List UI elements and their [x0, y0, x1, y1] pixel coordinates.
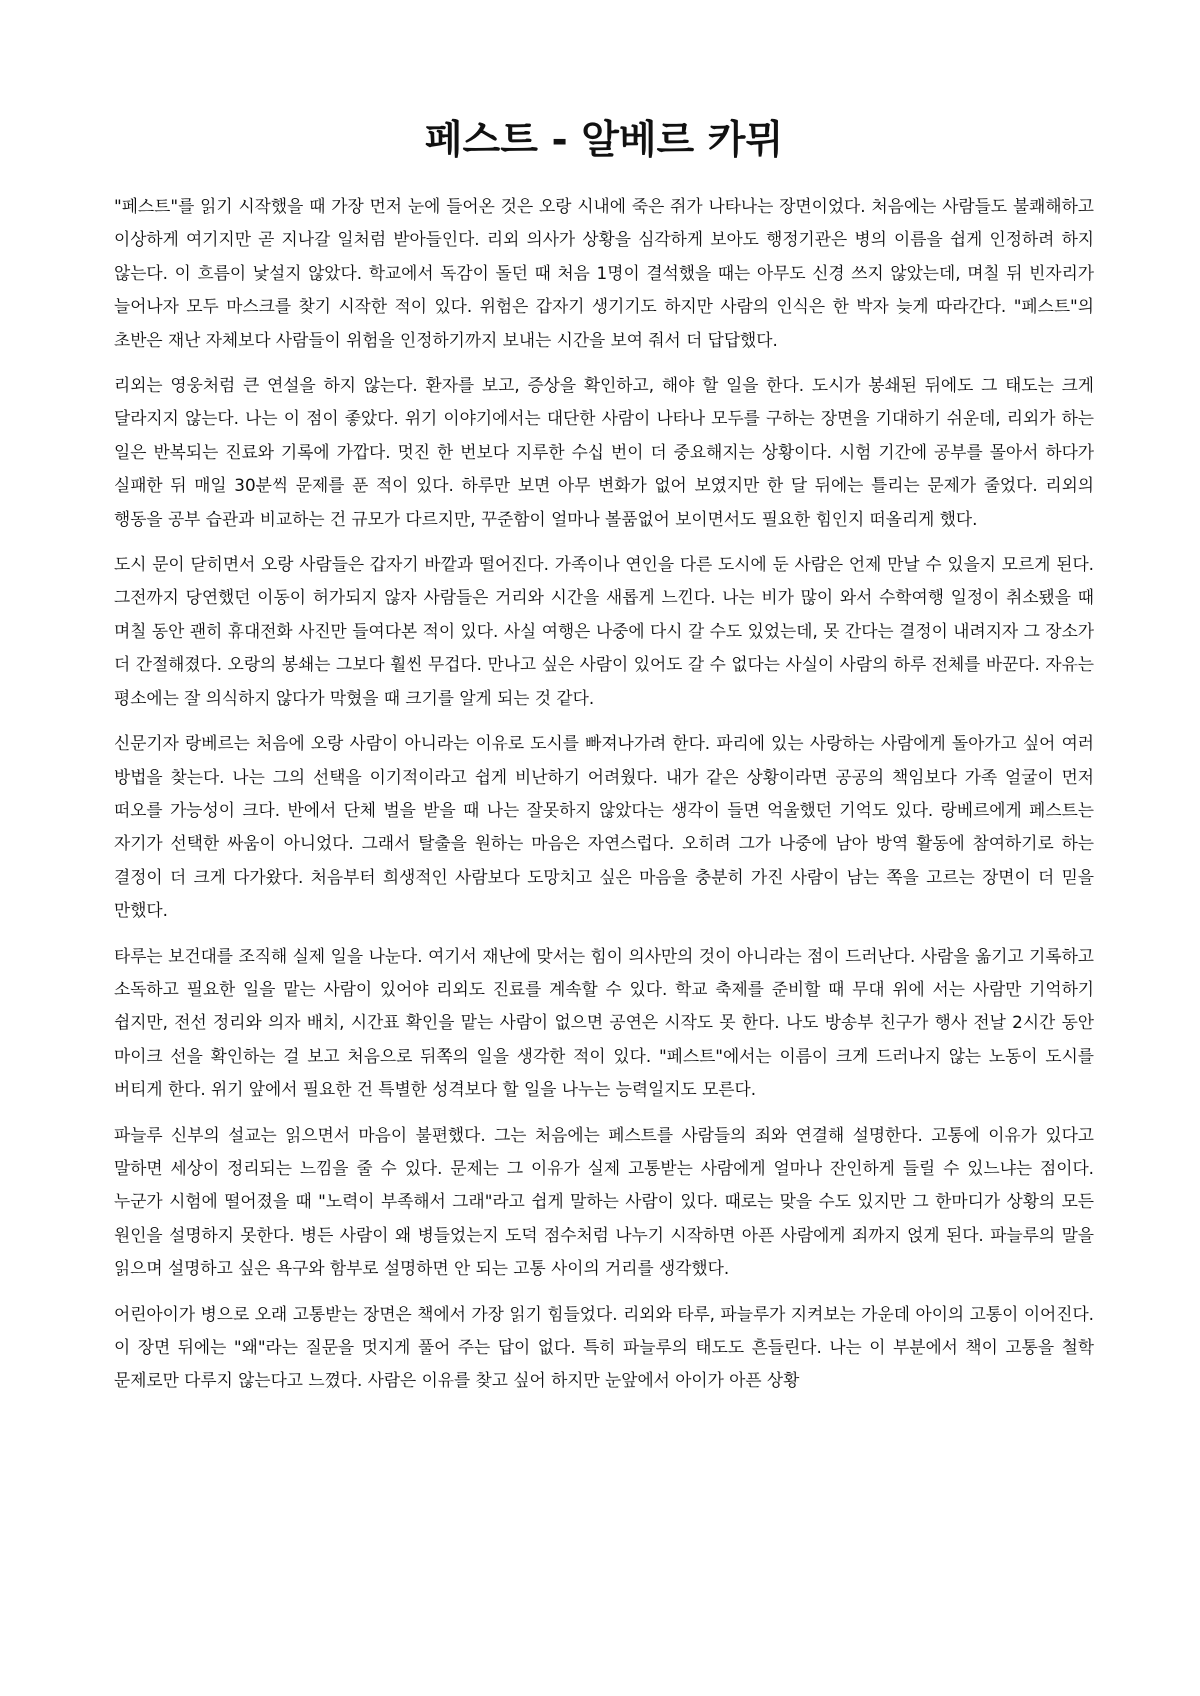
paragraph-1: "페스트"를 읽기 시작했을 때 가장 먼저 눈에 들어온 것은 오랑 시내에 죽은 쥐가 나타나는 장면이었다. 처음에는 사람들도 불쾌해하고 이상하게 여기지만 곧 지나갈 일처럼 받아들인다. 리외 의사가 상황을 심각하게 보아도 행정기관은 병의 이름을 쉽게 인정하려 하지 않는다. 이 흐름이 낯설지 않았다. 학교에서 독감이 돌던 때 처음 1명이 결석했을 때는 아무도 신경 쓰지 않았는데, 며칠 뒤 빈자리가 늘어나자 모두 마스크를 찾기 시작한 적이 있다. 위험은 갑자기 생기기도 하지만 사람의 인식은 한 박자 늦게 따라간다. "페스트"의 초반은 재난 자체보다 사람들이 위험을 인정하기까지 보내는 시간을 보여 줘서 더 답답했다. — [114, 196, 1094, 350]
paragraph-5: 타루는 보건대를 조직해 실제 일을 나눈다. 여기서 재난에 맞서는 힘이 의사만의 것이 아니라는 점이 드러난다. 사람을 옮기고 기록하고 소독하고 필요한 일을 맡는 사람이 있어야 리외도 진료를 계속할 수 있다. 학교 축제를 준비할 때 무대 위에 서는 사람만 기억하기 쉽지만, 전선 정리와 의자 배치, 시간표 확인을 맡는 사람이 없으면 공연은 시작도 못 한다. 나도 방송부 친구가 행사 전날 2시간 동안 마이크 선을 확인하는 걸 보고 처음으로 뒤쪽의 일을 생각한 적이 있다. "페스트"에서는 이름이 크게 드러나지 않는 노동이 도시를 버티게 한다. 위기 앞에서 필요한 건 특별한 성격보다 할 일을 나누는 능력일지도 모른다. — [114, 945, 1094, 1100]
paragraph-2: 리외는 영웅처럼 큰 연설을 하지 않는다. 환자를 보고, 증상을 확인하고, 해야 할 일을 한다. 도시가 봉쇄된 뒤에도 그 태도는 크게 달라지지 않는다. 나는 이 점이 좋았다. 위기 이야기에서는 대단한 사람이 나타나 모두를 구하는 장면을 기대하기 쉬운데, 리외가 하는 일은 반복되는 진료와 기록에 가깝다. 멋진 한 번보다 지루한 수십 번이 더 중요해지는 상황이다. 시험 기간에 공부를 몰아서 하다가 실패한 뒤 매일 30분씩 문제를 푼 적이 있다. 하루만 보면 아무 변화가 없어 보였지만 한 달 뒤에는 틀리는 문제가 줄었다. 리외의 행동을 공부 습관과 비교하는 건 규모가 다르지만, 꾸준함이 얼마나 볼품없어 보이면서도 필요한 힘인지 떠올리게 했다. — [114, 375, 1094, 529]
paragraph-6: 파늘루 신부의 설교는 읽으면서 마음이 불편했다. 그는 처음에는 페스트를 사람들의 죄와 연결해 설명한다. 고통에 이유가 있다고 말하면 세상이 정리되는 느낌을 줄 수 있다. 문제는 그 이유가 실제 고통받는 사람에게 얼마나 잔인하게 들릴 수 있느냐는 점이다. 누군가 시험에 떨어졌을 때 "노력이 부족해서 그래"라고 쉽게 말하는 사람이 있다. 때로는 맞을 수도 있지만 그 한마디가 상황의 모든 원인을 설명하지 못한다. 병든 사람이 왜 병들었는지 도덕 점수처럼 나누기 시작하면 아픈 사람에게 죄까지 얹게 된다. 파늘루의 말을 읽으며 설명하고 싶은 욕구와 함부로 설명하면 안 되는 고통 사이의 거리를 생각했다. — [114, 1124, 1094, 1279]
paragraph-3: 도시 문이 닫히면서 오랑 사람들은 갑자기 바깥과 떨어진다. 가족이나 연인을 다른 도시에 둔 사람은 언제 만날 수 있을지 모르게 된다. 그전까지 당연했던 이동이 허가되지 않자 사람들은 거리와 시간을 새롭게 느낀다. 나는 비가 많이 와서 수학여행 일정이 취소됐을 때 며칠 동안 괜히 휴대전화 사진만 들여다본 적이 있다. 사실 여행은 나중에 다시 갈 수도 있었는데, 못 간다는 결정이 내려지자 그 장소가 더 간절해졌다. 오랑의 봉쇄는 그보다 훨씬 무겁다. 만나고 싶은 사람이 있어도 갈 수 없다는 사실이 사람의 하루 전체를 바꾼다. 자유는 평소에는 잘 의식하지 않다가 막혔을 때 크기를 알게 되는 것 같다. — [114, 554, 1094, 708]
page-title: 페스트 - 알베르 카뮈 — [424, 118, 784, 163]
paragraph-4: 신문기자 랑베르는 처음에 오랑 사람이 아니라는 이유로 도시를 빠져나가려 한다. 파리에 있는 사랑하는 사람에게 돌아가고 싶어 여러 방법을 찾는다. 나는 그의 선택을 이기적이라고 쉽게 비난하기 어려웠다. 내가 같은 상황이라면 공공의 책임보다 가족 얼굴이 먼저 떠오를 가능성이 크다. 반에서 단체 벌을 받을 때 나는 잘못하지 않았다는 생각이 들면 억울했던 기억도 있다. 랑베르에게 페스트는 자기가 선택한 싸움이 아니었다. 그래서 탈출을 원하는 마음은 자연스럽다. 오히려 그가 나중에 남아 방역 활동에 참여하기로 하는 결정이 더 크게 다가왔다. 처음부터 희생적인 사람보다 도망치고 싶은 마음을 충분히 가진 사람이 남는 쪽을 고르는 장면이 더 믿을 만했다. — [114, 733, 1094, 921]
paragraph-7: 어린아이가 병으로 오래 고통받는 장면은 책에서 가장 읽기 힘들었다. 리외와 타루, 파늘루가 지켜보는 가운데 아이의 고통이 이어진다. 이 장면 뒤에는 "왜"라는 질문을 멋지게 풀어 주는 답이 없다. 특히 파늘루의 태도도 흔들린다. 나는 이 부분에서 책이 고통을 철학 문제로만 다루지 않는다고 느꼈다. 사람은 이유를 찾고 싶어 하지만 눈앞에서 아이가 아픈 상황 — [114, 1303, 1094, 1391]
